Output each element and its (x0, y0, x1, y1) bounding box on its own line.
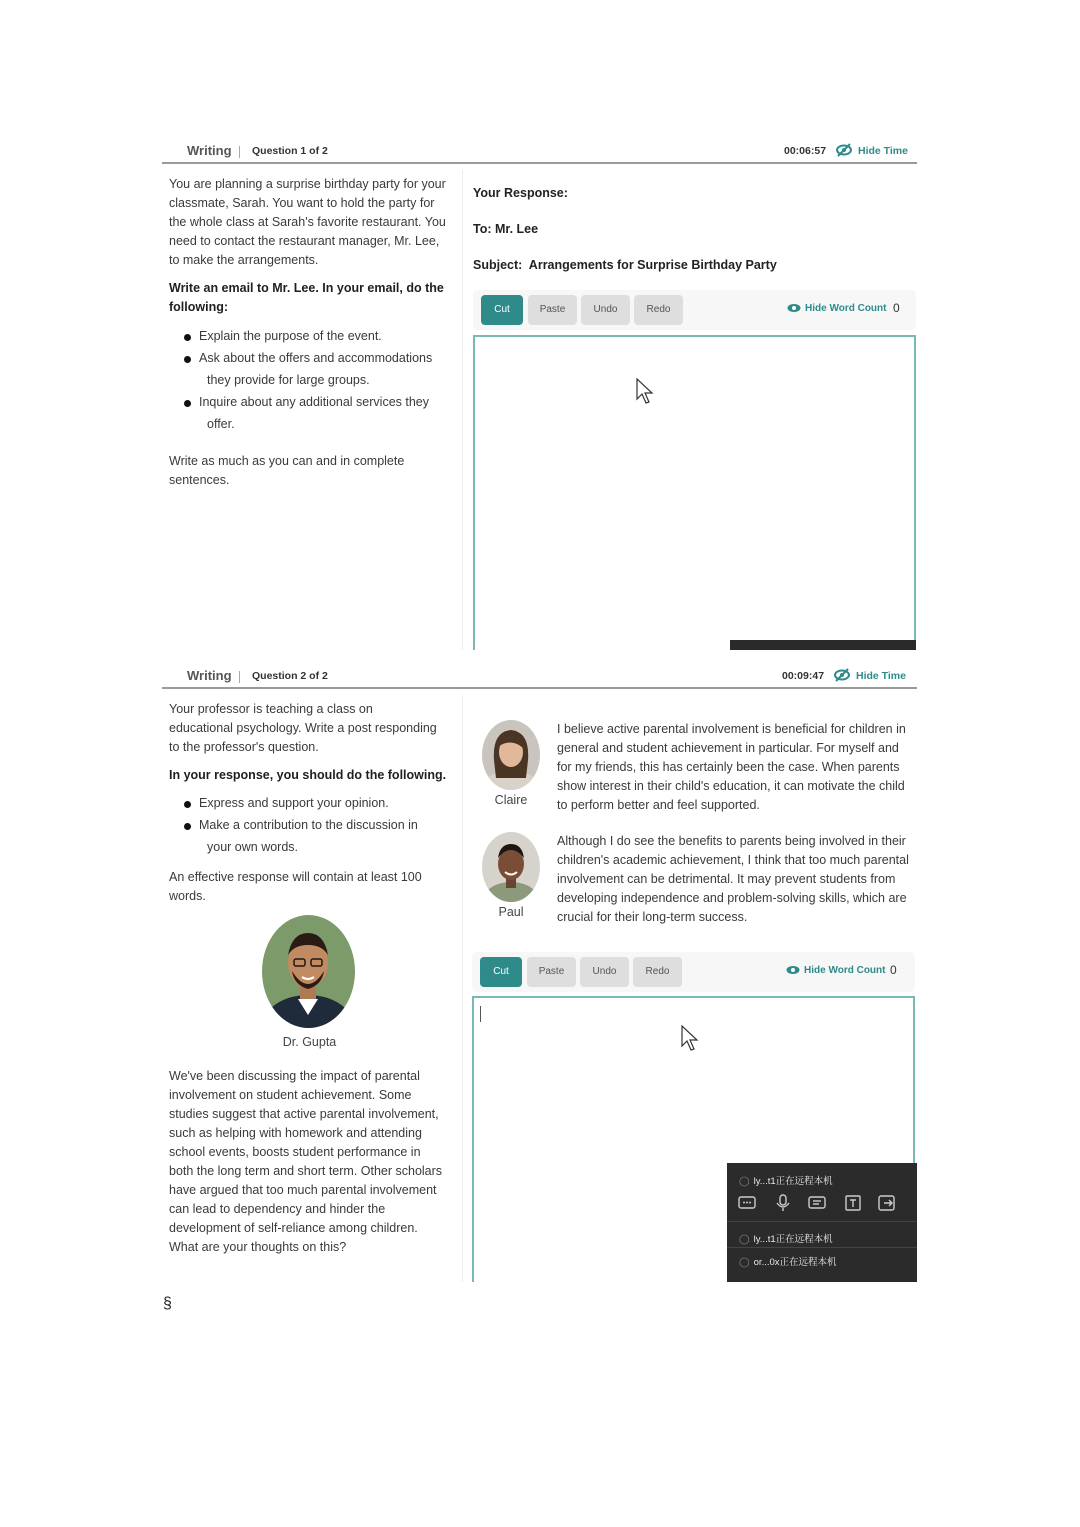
header-separator (239, 671, 240, 683)
bullet-dot (184, 801, 191, 808)
exit-icon[interactable] (877, 1193, 897, 1213)
prompt-panel (169, 700, 449, 906)
professor-name: Dr. Gupta (282, 1035, 337, 1049)
avatar (482, 720, 540, 790)
popup-divider (727, 1221, 917, 1222)
prompt-closing: An effective response will contain at least 100 words. (169, 870, 422, 903)
prompt-closing: Write as much as you can and in complete sentences. (169, 454, 405, 487)
word-count: 0 (890, 963, 897, 977)
section-title: Writing (187, 668, 232, 683)
bullet-list (169, 327, 449, 434)
question-number: Question 1 of 2 (252, 145, 328, 157)
remote-session-popup (727, 1163, 917, 1282)
header-separator (239, 146, 240, 158)
bullet-dot (184, 334, 191, 341)
cut-button[interactable]: Cut (480, 957, 522, 987)
prompt-task: Write an email to Mr. Lee. In your email, do the following: (169, 281, 444, 314)
popup-divider (727, 1247, 917, 1248)
list-item: Express and support your opinion. (169, 794, 449, 813)
mouse-pointer-icon (635, 377, 655, 405)
eye-slash-icon[interactable] (836, 143, 852, 157)
text-icon[interactable] (843, 1193, 863, 1213)
hide-time-button[interactable]: Hide Time (858, 145, 908, 157)
response-label: Your Response: (473, 186, 568, 200)
prompt-intro: Your professor is teaching a class on educational psychology. Write a post responding to the professor's question. (169, 702, 437, 754)
column-divider (462, 170, 463, 650)
list-item: Ask about the offers and accommodations they provide for large groups. (169, 349, 449, 390)
eye-slash-icon[interactable] (834, 668, 850, 682)
question-number: Question 2 of 2 (252, 670, 328, 682)
footer-mark: § (163, 1295, 172, 1312)
column-divider (462, 695, 463, 1282)
claire-photo (482, 720, 540, 790)
editor-toolbar (473, 290, 916, 330)
professor-avatar (262, 915, 355, 1028)
list-item: Make a contribution to the discussion in your own words. (169, 816, 449, 857)
undo-button[interactable]: Undo (581, 295, 630, 325)
chat-icon[interactable] (737, 1193, 757, 1213)
timer: 00:06:57 (784, 145, 827, 157)
question-header (162, 665, 917, 689)
paste-button[interactable]: Paste (528, 295, 577, 325)
email-to: To: Mr. Lee (473, 222, 539, 236)
prompt-panel (169, 175, 449, 490)
section-title: Writing (187, 143, 232, 158)
post-text: I believe active parental involvement is beneficial for children in general and student achievement in particular. For myself and for my friends, this has certainly been the case. When parents show interest in their child's education, it can motivate the child to perform better and feel supported. (557, 722, 906, 812)
remote-controls (737, 1193, 917, 1215)
paul-photo (482, 832, 540, 902)
question-2-panel (162, 665, 917, 1282)
undo-button[interactable]: Undo (580, 957, 629, 987)
remote-session-row: ◯ or...0x正在远程本机 (739, 1257, 837, 1268)
bullet-list (169, 794, 449, 857)
hide-word-count-button[interactable]: Hide Word Count (804, 965, 886, 976)
list-item: Inquire about any additional services they offer. (169, 393, 449, 434)
timer: 00:09:47 (782, 670, 825, 682)
email-subject (473, 258, 777, 272)
text-caret (480, 1006, 481, 1022)
response-textarea[interactable] (473, 335, 916, 650)
bullet-dot (184, 356, 191, 363)
remote-session-row: ◯ ly...t1正在远程本机 (739, 1234, 833, 1245)
professor-photo (262, 915, 355, 1028)
redo-button[interactable]: Redo (634, 295, 683, 325)
bullet-dot (184, 400, 191, 407)
editor-toolbar (472, 952, 915, 992)
hide-time-button[interactable]: Hide Time (856, 670, 906, 682)
eye-icon (787, 302, 801, 314)
prompt-intro: You are planning a surprise birthday party for your classmate, Sarah. You want to hold the party for the whole class at Sarah's favorite restaurant. You need to contact the restaurant manager, Mr. Lee, to make the arrangements. (169, 177, 446, 267)
microphone-icon[interactable] (773, 1193, 793, 1213)
prompt-task: In your response, you should do the following. (169, 768, 447, 782)
cut-button[interactable]: Cut (481, 295, 523, 325)
avatar-name: Claire (494, 793, 528, 807)
hide-word-count-button[interactable]: Hide Word Count (805, 303, 887, 314)
subject-text: Arrangements for Surprise Birthday Party (528, 258, 777, 272)
mouse-pointer-icon (680, 1024, 700, 1052)
professor-question: We've been discussing the impact of parental involvement on student achievement. Some studies suggest that active parental involvement, such as helping with homework and attending school events, boosts student performance in both the long term and short term. Other scholars have argued that too much parental involvement can lead to dependency and hinder the development of self-reliance among children. What are your thoughts on this? (169, 1069, 443, 1254)
screen-share-icon[interactable] (807, 1193, 827, 1213)
bullet-dot (184, 823, 191, 830)
post-text: Although I do see the benefits to parents being involved in their children's academic achievement, I think that too much parental involvement can be detrimental. It may prevent students from developing independence and problem-solving skills, which are crucial for their long-term success. (557, 834, 909, 924)
question-header (162, 140, 917, 164)
subject-label: Subject: (473, 258, 523, 272)
avatar (482, 832, 540, 902)
list-item: Explain the purpose of the event. (169, 327, 449, 346)
redo-button[interactable]: Redo (633, 957, 682, 987)
avatar-name: Paul (498, 905, 524, 919)
remote-session-row: ◯ ly...t1正在远程本机 (739, 1176, 833, 1187)
paste-button[interactable]: Paste (527, 957, 576, 987)
word-count: 0 (893, 301, 900, 315)
dark-bar (730, 640, 916, 650)
eye-icon (786, 964, 800, 976)
question-1-panel (162, 140, 917, 650)
